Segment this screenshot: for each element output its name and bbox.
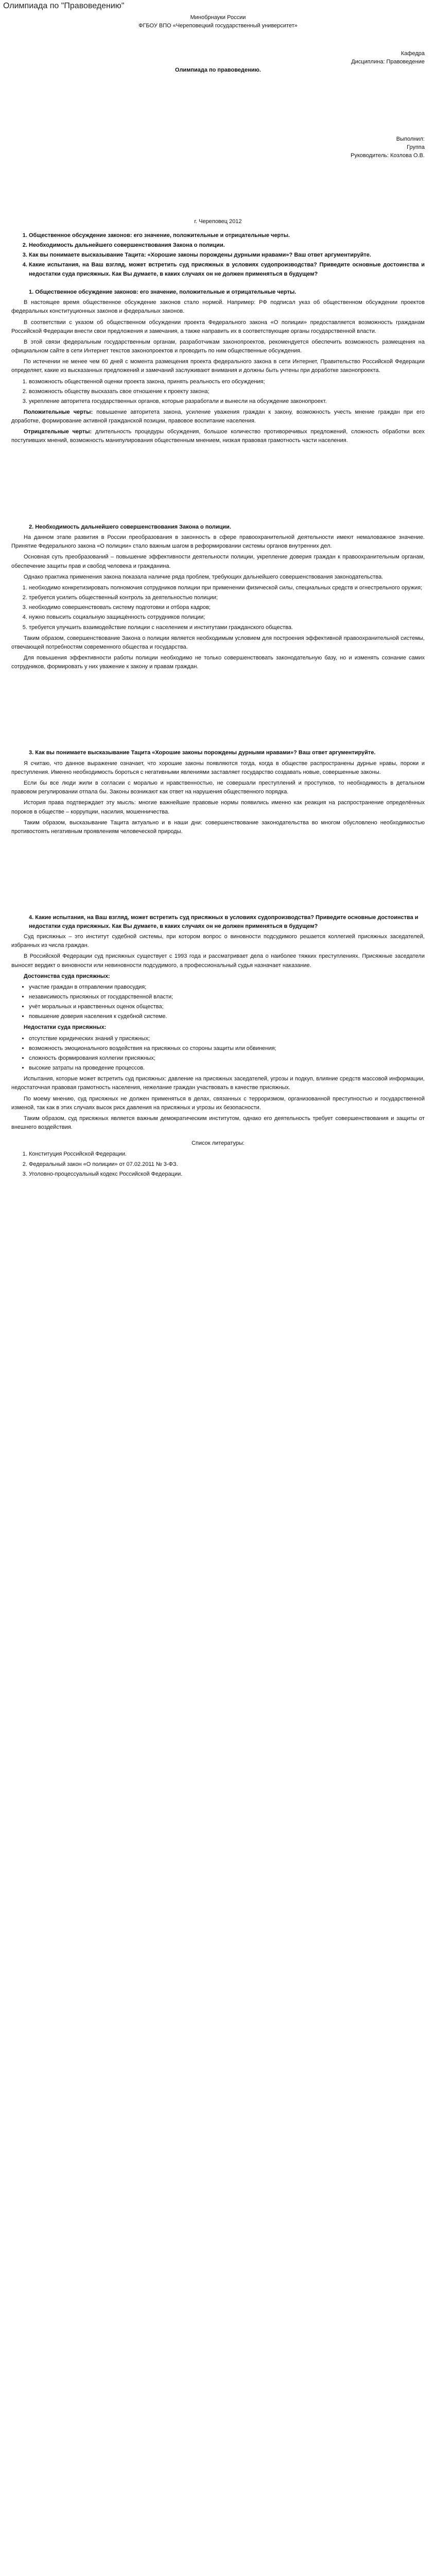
performed-by: Выполнил:	[396, 136, 425, 142]
paragraph: Основная суть преобразований – повышение эффективности деятельности полиции, укрепление доверия граждан к правоохранительным органам, обеспечение защиты прав и свобод человека и гражданина.	[11, 554, 425, 569]
paragraph: Если бы все люди жили в согласии с моралью и нравственностью, не совершали преступлений и проступков, то необходимость в детальном правовом регулировании отпала бы. Законы возникают как ответ на нарушения общественного порядка.	[11, 780, 425, 795]
section-2-list	[11, 584, 425, 632]
contents-list	[11, 231, 425, 279]
list-item: 3. Как вы понимаете высказывание Тацита: «Хорошие законы порождены дурными нравами»? Ваш ответ аргументируйте.	[29, 251, 425, 260]
list-item: 1. Общественное обсуждение законов: его значение, положительные и отрицательные черты.	[29, 231, 425, 240]
sources-block	[11, 1139, 425, 1179]
list-item: 3. Уголовно-процессуальный кодекс Российской Федерации.	[29, 1170, 425, 1179]
section-1-list	[11, 378, 425, 406]
disadvantages-heading: Недостатки суда присяжных:	[24, 1024, 107, 1031]
document-title: Олимпиада по правоведению.	[175, 67, 261, 73]
sources-list	[11, 1150, 425, 1178]
negative-traits: Отрицательные черты: длительность процедуры обсуждения, большое количество противоречивых предложений, сложность обработки всех поступивших мнений, возможность манипулирования общественным мнением, низкая правовая грамотность части населения.	[11, 429, 425, 444]
disadvantages-list	[11, 1035, 425, 1073]
window-title: Олимпиада по "Правоведению"	[3, 2, 125, 10]
paragraph: В этой связи федеральным государственным органам, разработчикам законопроектов, рекомендуется обеспечить возможность размещения на официальном сайте в сети Интернет текстов законопроектов и проводить по ним общественные обсуждения.	[11, 338, 425, 354]
list-item: 2. возможность обществу высказать свое отношение к проекту закона;	[29, 387, 425, 396]
advantages-heading: Достоинства суда присяжных:	[24, 973, 110, 979]
ministry-line: Минобрнауки России	[190, 14, 246, 21]
list-item: • высокие затраты на проведение процессов.	[29, 1064, 425, 1073]
list-item: 2. Необходимость дальнейшего совершенствования Закона о полиции.	[29, 241, 425, 250]
sources-heading: Список литературы:	[191, 1140, 245, 1147]
list-item: 5. требуется улучшить взаимодействие полиции с населением и институтами гражданского общества.	[29, 623, 425, 632]
paragraph: История права подтверждает эту мысль: многие важнейшие правовые нормы появились именно как реакция на распространение определённых пороков в обществе – коррупции, насилия, мошенничества.	[11, 800, 425, 815]
paragraph: На данном этапе развития в России преобразования в законность в сфере правоохранительной деятельности имеют немаловажное значение. Принятие Федерального закона «О полиции» стало важным шагом в реформировании системы органов внутренних дел.	[11, 534, 425, 550]
list-item: • повышение доверия населения к судебной системе.	[29, 1012, 425, 1021]
list-item: 4. Какие испытания, на Ваш взгляд, может встретить суд присяжных в условиях судопроизводства? Приведите основные достоинства и недостатки суда присяжных. Как Вы думаете, в каких случаях он не должен применяться в будущем?	[29, 261, 425, 278]
supervisor-label: Руководитель: Козлова О.В.	[351, 152, 425, 159]
positive-traits: Положительные черты: повышение авторитета закона, усиление уважения граждан к закону, возможность учесть мнение граждан при его доработке, формирование активной гражданской позиции, правовое воспитание населения.	[11, 409, 425, 425]
list-item: • учёт моральных и нравственных оценок общества;	[29, 1003, 425, 1011]
section-4-heading: 4. Какие испытания, на Ваш взгляд, может встретить суд присяжных в условиях судопроизводства? Приведите основные достоинства и недостатки суда присяжных. Как Вы думаете, в каких случаях он не должен применяться в будущем?	[29, 914, 418, 929]
paragraph: Таким образом, совершенствование Закона о полиции является необходимым условием для построения эффективной правоохранительной системы, отвечающей потребностям современного общества и государства.	[11, 635, 425, 650]
paragraph: В Российской Федерации суд присяжных существует с 1993 года и рассматривает дела о наиболее тяжких преступлениях. Присяжные заседатели выносят вердикт о виновности или невиновности подсудимого, а профессиональный судья назначает наказание.	[11, 953, 425, 969]
paragraph: Таким образом, суд присяжных является важным демократическим институтом, однако его деятельность требует совершенствования и защиты от внешнего воздействия.	[11, 1115, 425, 1131]
list-item: 1. Конституция Российской Федерации.	[29, 1150, 425, 1159]
paragraph: Испытания, которые может встретить суд присяжных: давление на присяжных заседателей, угрозы и подкуп, влияние средств массовой информации, недостаточная правовая грамотность населения, нежелание граждан участвовать в качестве присяжных.	[11, 1076, 425, 1091]
group-label: Группа	[407, 144, 425, 150]
section-2-heading: 2. Необходимость дальнейшего совершенствования Закона о полиции.	[29, 523, 232, 530]
paragraph: По истечении не менее чем 60 дней с момента размещения проекта федерального закона в сети Интернет, Правительство Российской Федерации определяет, какие из высказанных предложений и замечаний заслуживают внимания и должны быть учтены при доработке законопроекта.	[11, 359, 425, 374]
paragraph: В соответствии с указом об общественном обсуждении проекта Федерального закона «О полиции» предоставляется возможность гражданам Российской Федерации внести свои предложения и замечания, а также направить их в соответствующие органы государственной власти.	[11, 319, 425, 334]
list-item: 1. необходимо конкретизировать полномочия сотрудников полиции при применении физической силы, специальных средств и огнестрельного оружия;	[29, 584, 425, 592]
list-item: • участие граждан в отправлении правосудия;	[29, 983, 425, 992]
advantages-list	[11, 983, 425, 1022]
paragraph: Однако практика применения закона показала наличие ряда проблем, требующих дальнейшего совершенствования законодательства.	[24, 573, 383, 580]
document-header	[11, 13, 425, 30]
list-item: 3. необходимо совершенствовать систему подготовки и отбора кадров;	[29, 603, 425, 612]
paragraph: Я считаю, что данное выражение означает, что хорошие законы появляются тогда, когда в обществе распространены дурные нравы, пороки и преступления. Именно необходимость бороться с негативными явлениями заставляет государство создавать новые, совершенные законы.	[11, 760, 425, 775]
section-3-heading: 3. Как вы понимаете высказывание Тацита «Хорошие законы порождены дурными нравами»? Ваш ответ аргументируйте.	[29, 750, 376, 756]
signature-block	[11, 135, 425, 160]
list-item: • независимость присяжных от государственной власти;	[29, 993, 425, 1002]
list-item: • сложность формирования коллегии присяжных;	[29, 1054, 425, 1063]
list-item: 2. требуется усилить общественный контроль за деятельностью полиции;	[29, 594, 425, 602]
section-1-heading: 1. Общественное обсуждение законов: его значение, положительные и отрицательные черты.	[29, 289, 297, 295]
paragraph: Для повышения эффективности работы полиции необходимо не только совершенствовать законодательную базу, но и изменять сознание самих сотрудников, формировать у них уважение к закону и правам граждан.	[11, 655, 425, 670]
list-item: 2. Федеральный закон «О полиции» от 07.02.2011 № 3-ФЗ.	[29, 1160, 425, 1169]
university-line: ФГБОУ ВПО «Череповецкий государственный университет»	[138, 23, 298, 29]
paragraph: Суд присяжных – это институт судебной системы, при котором вопрос о виновности подсудимого решается коллегией присяжных заседателей, избранных из числа граждан.	[11, 934, 425, 949]
city-year: г. Череповец 2012	[194, 218, 242, 225]
paragraph: Таким образом, высказывание Тацита актуально и в наши дни: совершенствование законодательства во многом обусловлено необходимостью противостоять негативным проявлениям человеческой природы.	[11, 819, 425, 835]
document-page	[11, 13, 425, 1181]
department-label: Кафедра	[400, 50, 425, 57]
paragraph: В настоящее время общественное обсуждение законов стало нормой. Например: РФ подписал указ об общественном обсуждении проектов федеральных конституционных законов и федеральных законов.	[11, 299, 425, 315]
paragraph: По моему мнению, суд присяжных не должен применяться в делах, связанных с терроризмом, организованной преступностью и государственной изменой, так как в этих случаях высок риск давления на присяжных и угрозы их безопасности.	[11, 1095, 425, 1111]
window-titlebar	[0, 0, 436, 12]
list-item: • отсутствие юридических знаний у присяжных;	[29, 1035, 425, 1043]
list-item: 3. укрепление авторитета государственных органов, которые разработали и вынесли на обсуждение законопроект.	[29, 397, 425, 406]
discipline-label: Дисциплина: Правоведение	[351, 59, 425, 65]
list-item: • возможность эмоционального воздействия на присяжных со стороны защиты или обвинения;	[29, 1044, 425, 1053]
list-item: 4. нужно повысить социальную защищённость сотрудников полиции;	[29, 613, 425, 622]
department-block	[11, 49, 425, 66]
list-item: 1. возможность общественной оценки проекта закона, принять реальность его обсуждения;	[29, 378, 425, 386]
